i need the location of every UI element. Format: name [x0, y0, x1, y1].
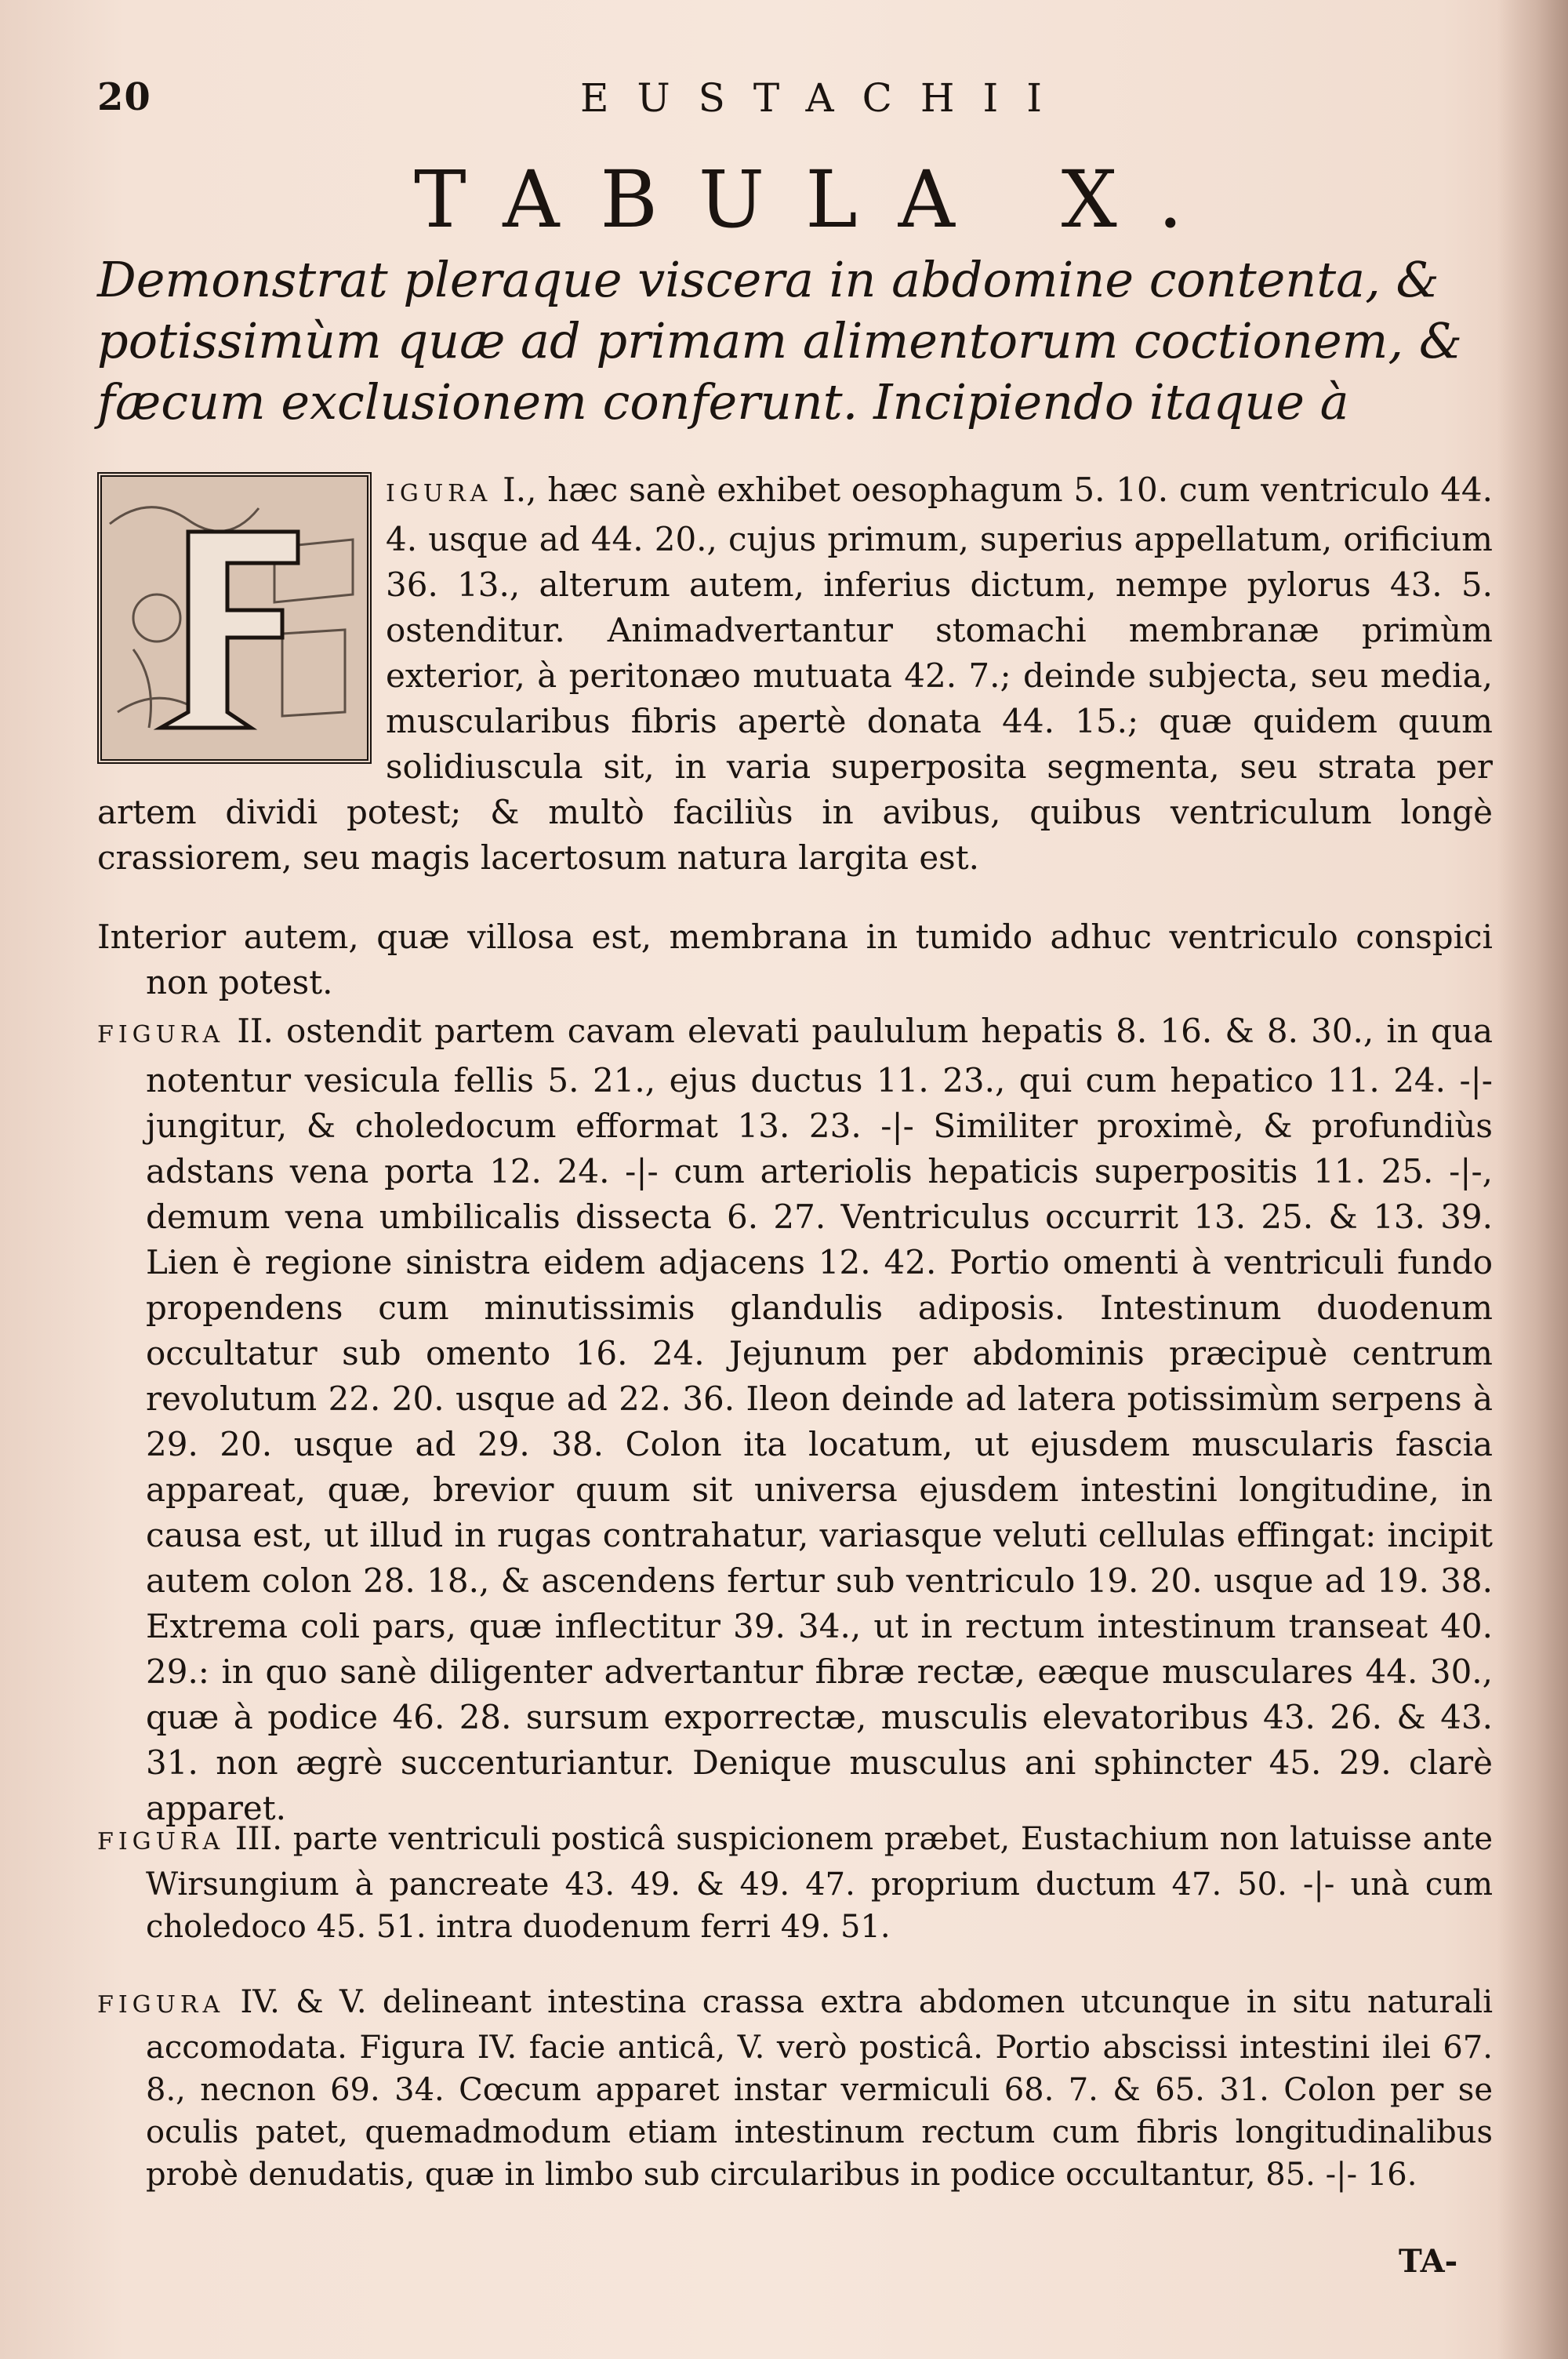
figura-1-label: IGURA I.: [386, 471, 527, 509]
figura-4-paragraph: [97, 1981, 1493, 2196]
figura-1-paragraph: [97, 467, 1493, 881]
plate-title: TABULA X.: [414, 154, 1224, 245]
figura-4-text: IV. & V. delineant intestina crassa extra abdomen utcunque in situ naturali accomodata. Figura IV. facie anticâ, V. verò posticâ. Portio abscissi intestini ilei 67. 8., necnon 69. 34. Cœcum apparet instar vermiculi 68. 7. & 65. 31. Colon per se oculis patet, quemadmodum etiam intestinum rectum cum fibris longitudinalibus probè denudatis, quæ in limbo sub circularibus in podice occultantur, 85. -|- 16.: [146, 1984, 1493, 2193]
figura-4-label: FIGURA: [97, 1991, 225, 2019]
catchword: TA-: [1399, 2243, 1458, 2280]
figura-2-label: FIGURA: [97, 1021, 225, 1049]
decorated-initial-F: [97, 472, 372, 764]
figura-1-text: , hæc sanè exhibet oesophagum 5. 10. cum ventriculo 44. 4. usque ad 44. 20., cujus primum, superius appellatum, orificium 36. 13., alterum autem, inferius dictum, nempe pylorus 43. 5. ostenditur. Animadvertantur stomachi membranæ primùm exterior, à peritonæo mutuata 42. 7.; deinde subjecta, seu media, muscularibus fibris apertè donata 44. 15.; quæ quidem quum solidiuscula sit, in varia superposita segmenta, seu strata per artem dividi potest; & multò faciliùs in avibus, quibus ventriculum longè crassiorem, seu magis lacertosum natura largita est.: [97, 471, 1493, 877]
figura-3-label: FIGURA: [97, 1828, 225, 1856]
figura-3-text: III. parte ventriculi posticâ suspicionem præbet, Eustachium non latuisse ante Wirsungium à pancreate 43. 49. & 49. 47. proprium ductum 47. 50. -|- unà cum choledoco 45. 51. intra duodenum ferri 49. 51.: [146, 1821, 1493, 1945]
running-head: EUSTACHII: [580, 75, 1070, 121]
interior-text: Interior autem, quæ villosa est, membrana in tumido adhuc ventriculo conspici non potest.: [97, 918, 1493, 1001]
page-number: 20: [97, 75, 151, 119]
page-edge-shadow: [1497, 0, 1568, 2359]
figura-2-text: II. ostendit partem cavam elevati paululum hepatis 8. 16. & 8. 30., in qua notentur vesicula fellis 5. 21., ejus ductus 11. 23., qui cum hepatico 11. 24. -|- jungitur, & choledocum efformat 13. 23. -|- Similiter proximè, & profundiùs adstans vena porta 12. 24. -|- cum arteriolis hepaticis superpositis 11. 25. -|-, demum vena umbilicalis dissecta 6. 27. Ventriculus occurrit 13. 25. & 13. 39. Lien è regione sinistra eidem adjacens 12. 42. Portio omenti à ventriculi fundo propendens cum minutissimis glandulis adiposis. Intestinum duodenum occultatur sub omento 16. 24. Jejunum per abdominis præcipuè centrum revolutum 22. 20. usque ad 22. 36. Ileon deinde ad latera potissimùm serpens à 29. 20. usque ad 29. 38. Colon ita locatum, ut ejusdem muscularis fascia appareat, quæ, brevior quum sit universa ejusdem intestini longitudine, in causa est, ut illud in rugas contrahatur, variasque veluti cellulas effingat: incipit autem colon 28. 18., & ascendens fertur sub ventriculo 19. 20. usque ad 19. 38. Extrema coli pars, quæ inflectitur 39. 34., ut in rectum intestinum transeat 40. 29.: in quo sanè diligenter advertantur fibræ rectæ, eæque musculares 44. 30., quæ à podice 46. 28. sursum exporrectæ, musculis elevatoribus 43. 26. & 43. 31. non ægrè succenturiantur. Denique musculus ani sphincter 45. 29. clarè apparet.: [146, 1012, 1493, 1827]
figura-2-paragraph: [97, 1009, 1493, 1831]
figura-3-paragraph: [97, 1818, 1493, 1948]
plate-subtitle: Demonstrat pleraque viscera in abdomine contenta, & potissimùm quæ ad primam alimentorum coctionem, & fæcum exclusionem conferunt. Incipiendo itaque à: [97, 251, 1463, 431]
interior-paragraph: [97, 914, 1493, 1005]
engraving-icon: [102, 477, 367, 759]
